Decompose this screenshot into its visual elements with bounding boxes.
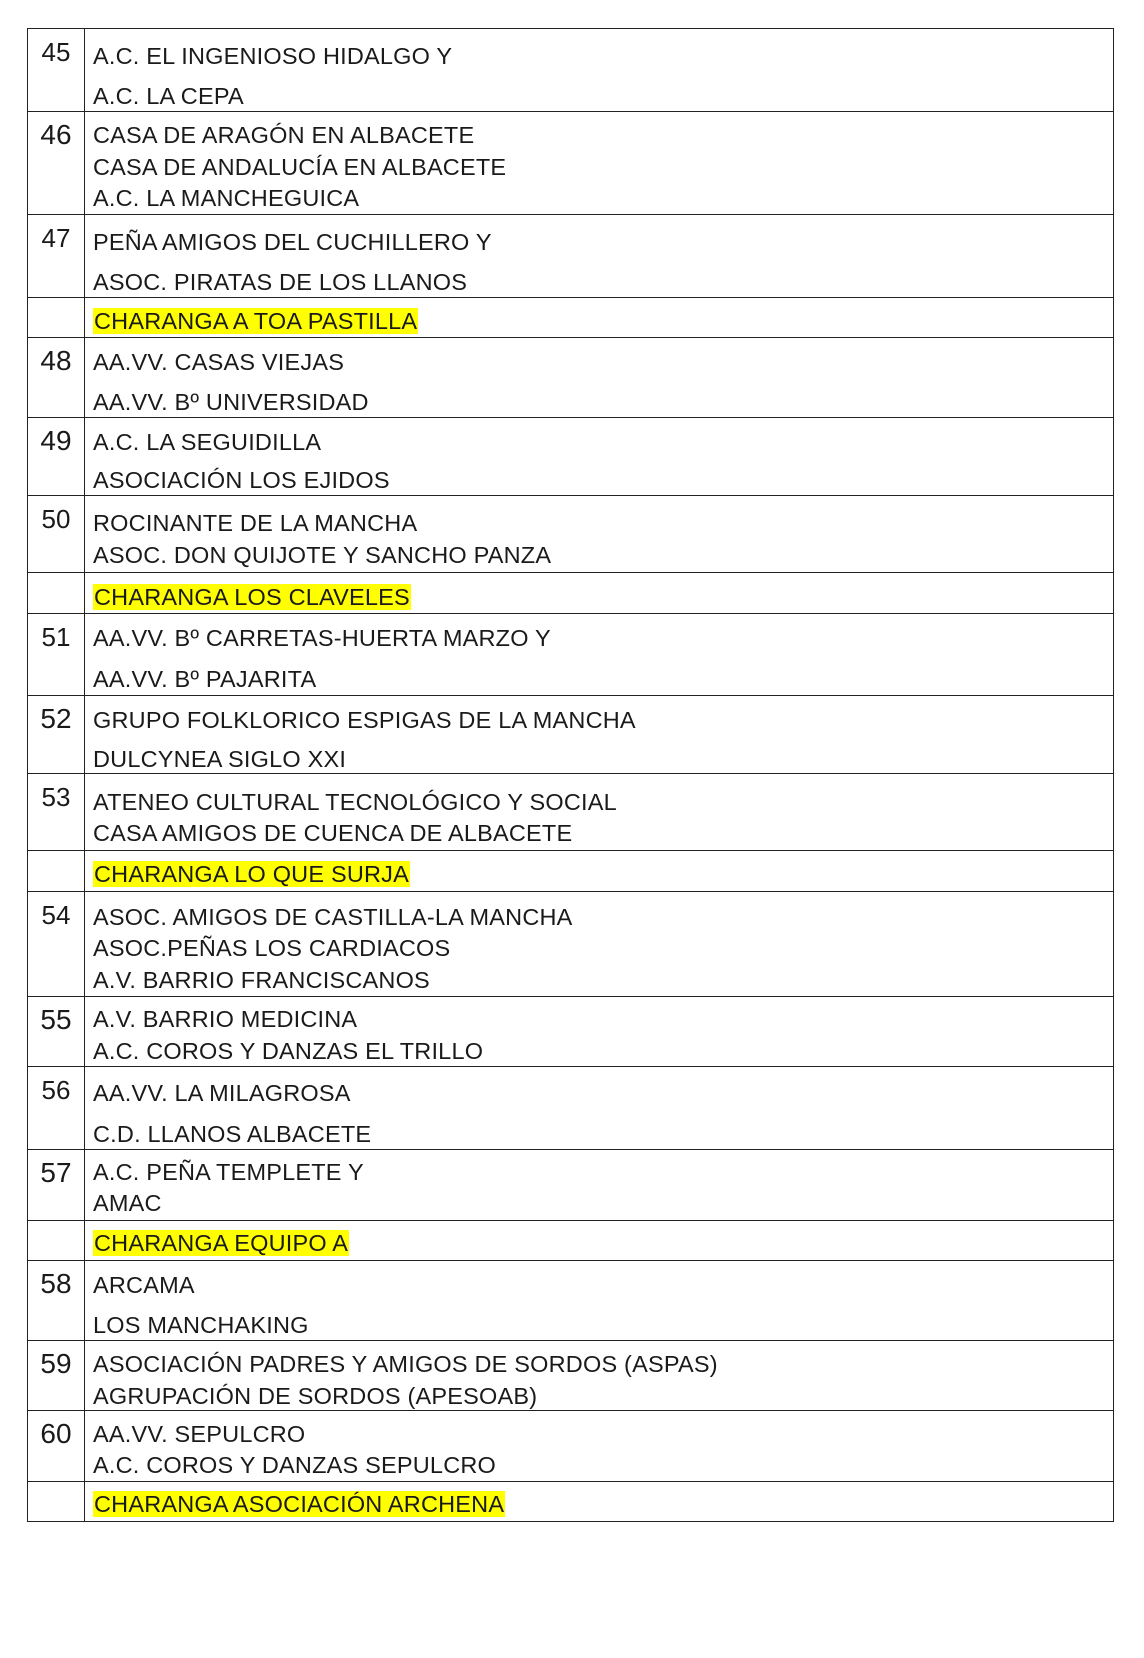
entry-names [85,774,1114,851]
entry-name-line: ATENEO CULTURAL TECNOLÓGICO Y SOCIAL [93,789,617,815]
entry-name-line: AA.VV. LA MILAGROSA [93,1080,351,1106]
entry-names [85,1341,1114,1411]
entry-number: 48 [28,338,85,418]
entry-number: 59 [28,1341,85,1411]
entry-row [28,1341,1114,1411]
entry-names [85,1150,1114,1221]
entry-row [28,215,1114,298]
entry-number: 45 [28,29,85,112]
entry-row [28,774,1114,851]
entry-names [85,1261,1114,1341]
entry-name-line: DULCYNEA SIGLO XXI [93,746,347,772]
entry-name-line: ROCINANTE DE LA MANCHA [93,510,418,536]
entry-name-line: ASOC. AMIGOS DE CASTILLA-LA MANCHA [93,904,573,930]
highlighted-charanga-name: CHARANGA A TOA PASTILLA [94,308,418,334]
entry-name-line: A.C. LA MANCHEGUICA [93,185,360,211]
highlighted-charanga-name: CHARANGA LO QUE SURJA [94,861,409,887]
entry-number [28,573,85,614]
entry-names [85,496,1114,573]
entry-name-line [93,1230,349,1257]
charanga-row [28,851,1114,892]
highlighted-charanga-name: CHARANGA ASOCIACIÓN ARCHENA [94,1491,505,1517]
entry-row [28,1411,1114,1482]
entry-names [85,614,1114,696]
entry-number [28,298,85,338]
entry-number [28,1482,85,1522]
participants-table-body [28,29,1114,1522]
entry-row [28,997,1114,1067]
entry-name-line: ASOC. PIRATAS DE LOS LLANOS [93,269,468,295]
entry-name-line: AA.VV. Bº UNIVERSIDAD [93,389,369,415]
entry-row [28,1150,1114,1221]
entry-name-line: PEÑA AMIGOS DEL CUCHILLERO Y [93,229,492,255]
entry-name-line: A.V. BARRIO FRANCISCANOS [93,967,430,993]
entry-names [85,1482,1114,1522]
entry-names [85,851,1114,892]
entry-number: 60 [28,1411,85,1482]
entry-number [28,851,85,892]
entry-name-line [93,584,411,611]
entry-row [28,1261,1114,1341]
entry-row [28,892,1114,997]
entry-name-line: A.C. LA SEGUIDILLA [93,429,322,455]
entry-number: 47 [28,215,85,298]
entry-name-line [93,861,410,888]
entry-number: 53 [28,774,85,851]
entry-name-line: A.C. PEÑA TEMPLETE Y [93,1159,364,1185]
entry-name-line: CASA AMIGOS DE CUENCA DE ALBACETE [93,820,573,846]
entry-name-line: LOS MANCHAKING [93,1312,309,1338]
participants-table [27,28,1114,1522]
entry-row [28,1067,1114,1150]
entry-name-line [93,308,418,335]
entry-name-line: AMAC [93,1190,162,1216]
entry-name-line: AA.VV. SEPULCRO [93,1421,306,1447]
entry-name-line: ASOC.PEÑAS LOS CARDIACOS [93,935,451,961]
entry-name-line: A.C. COROS Y DANZAS SEPULCRO [93,1452,497,1478]
entry-number: 54 [28,892,85,997]
entry-number: 51 [28,614,85,696]
entry-row [28,614,1114,696]
highlighted-charanga-name: CHARANGA LOS CLAVELES [94,584,410,610]
entry-names [85,112,1114,215]
entry-names [85,1221,1114,1261]
entry-number: 52 [28,696,85,774]
charanga-row [28,298,1114,338]
entry-names [85,696,1114,774]
entry-name-line: AA.VV. Bº CARRETAS-HUERTA MARZO Y [93,625,551,651]
entry-number: 57 [28,1150,85,1221]
entry-row [28,29,1114,112]
entry-names [85,29,1114,112]
entry-row [28,112,1114,215]
entry-name-line: A.C. EL INGENIOSO HIDALGO Y [93,43,453,69]
entry-name-line: ASOCIACIÓN PADRES Y AMIGOS DE SORDOS (ASPAS) [93,1351,718,1377]
entry-number: 56 [28,1067,85,1150]
entry-number: 50 [28,496,85,573]
entry-names [85,1411,1114,1482]
entry-number: 49 [28,418,85,496]
charanga-row [28,1482,1114,1522]
entry-names [85,997,1114,1067]
entry-name-line: ARCAMA [93,1272,195,1298]
entry-name-line: CASA DE ANDALUCÍA EN ALBACETE [93,154,507,180]
entry-row [28,338,1114,418]
entry-name-line: A.C. COROS Y DANZAS EL TRILLO [93,1038,484,1064]
entry-name-line: AA.VV. CASAS VIEJAS [93,349,345,375]
entry-names [85,1067,1114,1150]
entry-name-line: AA.VV. Bº PAJARITA [93,666,317,692]
entry-names [85,298,1114,338]
entry-name-line: ASOC. DON QUIJOTE Y SANCHO PANZA [93,542,552,568]
entry-row [28,418,1114,496]
entry-number: 46 [28,112,85,215]
entry-number [28,1221,85,1261]
entry-number: 55 [28,997,85,1067]
entry-names [85,573,1114,614]
entry-name-line: C.D. LLANOS ALBACETE [93,1121,372,1147]
entry-name-line: A.C. LA CEPA [93,83,244,109]
highlighted-charanga-name: CHARANGA EQUIPO A [94,1230,349,1256]
entry-name-line [93,1491,505,1518]
charanga-row [28,573,1114,614]
entry-names [85,338,1114,418]
entry-row [28,696,1114,774]
entry-names [85,215,1114,298]
entry-name-line: AGRUPACIÓN DE SORDOS (APESOAB) [93,1383,538,1409]
entry-names [85,892,1114,997]
entry-name-line: CASA DE ARAGÓN EN ALBACETE [93,122,475,148]
entry-name-line: A.V. BARRIO MEDICINA [93,1006,358,1032]
entry-name-line: ASOCIACIÓN LOS EJIDOS [93,467,390,493]
charanga-row [28,1221,1114,1261]
entry-number: 58 [28,1261,85,1341]
entry-row [28,496,1114,573]
entry-name-line: GRUPO FOLKLORICO ESPIGAS DE LA MANCHA [93,707,636,733]
entry-names [85,418,1114,496]
